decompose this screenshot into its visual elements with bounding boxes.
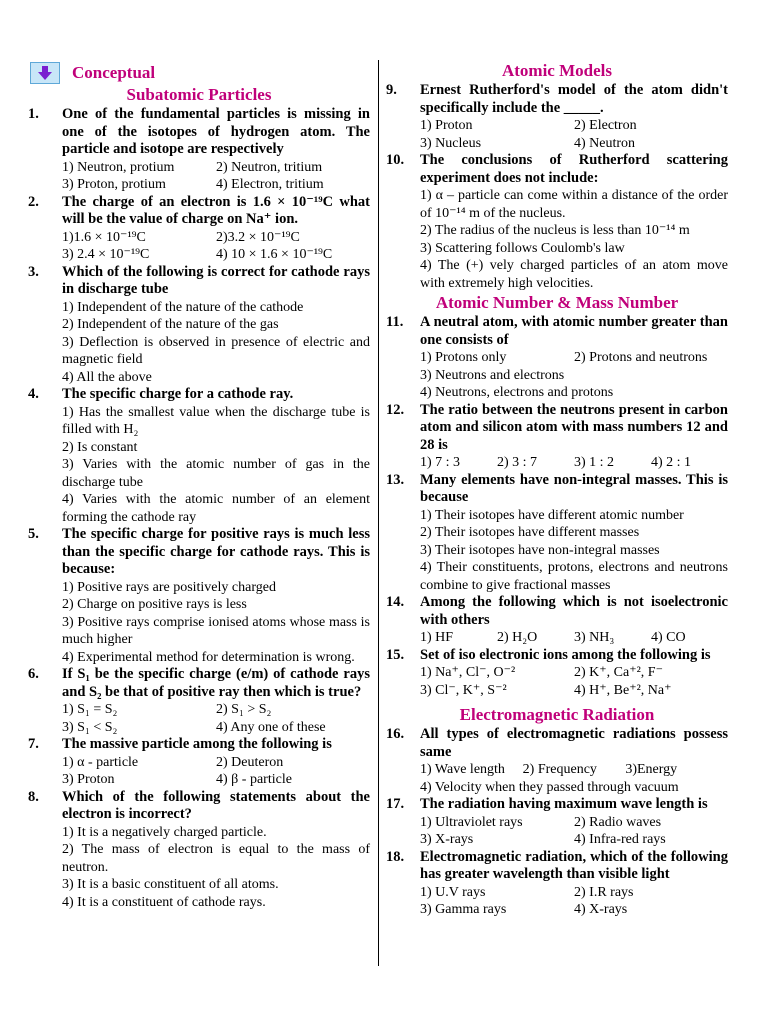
options [420,664,728,699]
question-number: 6. [28,666,39,682]
option: 3) 1 : 2 [574,455,615,470]
question-stem [28,736,370,754]
question [386,82,728,152]
option: 3) Gamma rays [420,902,507,917]
question-stem [386,472,728,507]
option: 3) Cl⁻, K⁺, S⁻² [420,682,507,698]
question-text: One of the fundamental particles is missing in one of the isotopes of hydrogen atom. The particle and isotope are respectively [62,106,370,157]
section-title-em-radiation: Electromagnetic Radiation [459,705,655,724]
question-text: The specific charge for a cathode ray. [62,386,294,402]
options [420,761,728,796]
option: 4) Neutrons, electrons and protons [420,385,614,400]
options [62,701,370,736]
options [420,454,728,472]
question-text: Many elements have non-integral masses. This is because [420,471,728,505]
question-text: The conclusions of Rutherford scattering experiment does not include: [420,152,728,186]
question-number: 4. [28,386,39,402]
option: 1) Protons only [420,350,507,365]
question-text: The massive particle among the following is [62,736,332,752]
options [62,579,370,667]
options [420,349,728,402]
question-stem [386,402,728,455]
option: 1) Neutron, protium [62,159,175,175]
question [28,264,370,387]
option: 1) S₁ = S₂ [62,702,118,717]
question-number: 9. [386,82,397,98]
options [62,299,370,387]
options [62,159,370,194]
option: 2) Deuteron [216,754,284,770]
right-column [386,60,728,919]
section-title-atomic-models: Atomic Models [501,61,612,80]
question-text: Which of the following statements about the electron is incorrect? [62,788,370,822]
option: 4) Any one of these [216,719,326,735]
question-list-em [386,726,728,919]
question-number: 11. [386,314,404,330]
question-stem [386,726,728,761]
question [386,152,728,292]
option: 3) Positive rays comprise ionised atoms whose mass is much higher [62,614,370,647]
question [386,402,728,472]
question-text: Ernest Rutherford's model of the atom didn't specifically include the _____. [420,82,728,116]
option: 1) Ultraviolet rays [420,814,523,830]
question-text: Set of iso electronic ions among the following is [420,646,711,663]
option: 2) Frequency [522,762,597,777]
option: 4) It is a constituent of cathode rays. [62,894,266,910]
question [386,314,728,402]
question-stem [386,82,728,117]
option: 1) Independent of the nature of the cathode [62,299,304,315]
question [28,666,370,736]
option: 2) 3 : 7 [497,455,538,470]
options [62,824,370,912]
option: 2) I.R rays [574,884,634,900]
question [28,386,370,526]
left-column [28,60,370,911]
question-stem [28,789,370,824]
question-number: 12. [386,401,405,418]
question [28,789,370,912]
option: 2) Radio waves [574,814,662,830]
option: 4) All the above [62,369,152,385]
question-text: If S₁ be the specific charge (e/m) of cathode rays and S₂ be that of positive ray then which is true? [62,666,370,700]
section-title-atomic-number: Atomic Number & Mass Number [435,293,679,312]
options [420,884,728,919]
option: 3) Deflection is observed in presence of electric and magnetic field [62,334,370,367]
question-stem [28,526,370,579]
question [386,647,728,700]
option: 3) Scattering follows Coulomb's law [420,240,625,256]
option: 1) Proton [420,118,473,133]
question [28,106,370,194]
options [62,404,370,527]
option: 2) Independent of the nature of the gas [62,317,279,332]
question [386,594,728,647]
option: 4) Neutron [574,135,636,151]
option: 4) Electron, tritium [216,177,324,192]
option: 4) H⁺, Be⁺², Na⁺ [574,682,672,698]
question-number: 17. [386,796,405,812]
options [420,187,728,292]
question-number: 2. [28,193,39,210]
question-text: A neutral atom, with atomic number greater than one consists of [420,314,728,348]
option: 3) Varies with the atomic number of gas in the discharge tube [62,457,370,490]
options [420,814,728,849]
question-stem [386,796,728,814]
option: 4) Infra-red rays [574,832,666,847]
options [62,754,370,789]
question [28,526,370,666]
option: 1) Positive rays are positively charged [62,579,276,595]
column-divider [378,60,379,966]
option: 2) Their isotopes have different masses [420,525,640,540]
question [28,736,370,789]
question-stem [28,386,370,404]
question-text: Among the following which is not isoelectronic with others [420,594,728,628]
option: 1) α - particle [62,754,139,770]
option: 3) Proton, protium [62,177,166,192]
options [420,507,728,595]
option: 2) Protons and neutrons [574,350,708,365]
conceptual-header [30,62,370,84]
question-number: 18. [386,848,405,865]
option: 3) NH₃ [574,630,615,645]
question-text: Electromagnetic radiation, which of the following has greater wavelength than visible light [420,848,728,882]
question-list-left [28,106,370,911]
option: 4) CO [651,630,686,645]
question-text: The ratio between the neutrons present in carbon atom and silicon atom with mass numbers 12 and 28 is [420,401,728,453]
question-number: 8. [28,788,39,805]
option: 3) X-rays [420,832,474,847]
question [386,849,728,919]
option: 1) HF [420,630,454,645]
option: 2) H₂O [497,630,538,645]
question-text: All types of electromagnetic radiations possess same [420,726,728,760]
question-list-models [386,82,728,292]
question-stem [28,106,370,159]
option: 1) Na⁺, Cl⁻, O⁻² [420,665,516,680]
option: 3) 2.4 × 10⁻¹⁹C [62,247,150,262]
option: 4) X-rays [574,902,628,917]
question-number: 7. [28,736,39,752]
option: 2) The mass of electron is equal to the mass of neutron. [62,842,370,875]
option: 1) It is a negatively charged particle. [62,824,267,840]
question [28,194,370,264]
option: 4) The (+) vely charged particles of an atom move with extremely high velocities. [420,258,728,291]
question-stem [386,849,728,884]
option: 1)1.6 × 10⁻¹⁹C [62,229,146,245]
question-stem [28,666,370,701]
option: 1) α – particle can come within a distance of the order of 10⁻¹⁴ m of the nucleus. [420,188,728,221]
section-title-subatomic: Subatomic Particles [126,85,272,104]
question-number: 16. [386,726,405,742]
option: 4) 2 : 1 [651,455,692,470]
question-stem [386,647,728,665]
option: 4) Varies with the atomic number of an element forming the cathode ray [62,492,370,525]
option: 1) Wave length [420,762,505,777]
conceptual-label: Conceptual [72,63,156,82]
question-stem [28,264,370,299]
option: 2) Electron [574,118,637,133]
question-stem [28,194,370,229]
question-number: 3. [28,263,39,280]
question-text: The radiation having maximum wave length is [420,796,708,812]
options [420,629,728,647]
question-number: 15. [386,646,405,663]
option: 1) 7 : 3 [420,455,461,470]
question-text: Which of the following is correct for cathode rays in discharge tube [62,263,370,297]
option: 4) Their constituents, protons, electrons and neutrons combine to give fractional masses [420,560,728,593]
question-number: 5. [28,526,39,542]
option: 2) K⁺, Ca⁺², F⁻ [574,665,663,680]
option: 2) Neutron, tritium [216,159,323,175]
options [62,229,370,264]
option: 2) S₁ > S₂ [216,702,272,717]
option: 4) β - particle [216,772,292,787]
question-number: 10. [386,152,405,168]
option: 4) Experimental method for determination is wrong. [62,649,355,665]
option: 3) Their isotopes have non-integral masses [420,542,660,558]
option: 3)Energy [625,762,678,777]
option: 3) S₁ < S₂ [62,719,118,735]
question [386,726,728,796]
question [386,472,728,595]
question-text: The specific charge for positive rays is much less than the specific charge for cathode rays. This is because: [62,526,370,577]
option: 3) Proton [62,772,115,787]
option: 1) Their isotopes have different atomic number [420,507,684,523]
option: 4) 10 × 1.6 × 10⁻¹⁹C [216,247,333,262]
option: 3) It is a basic constituent of all atoms. [62,877,279,892]
question-list-number [386,314,728,699]
option: 2) The radius of the nucleus is less than 10⁻¹⁴ m [420,223,690,238]
question-stem [386,594,728,629]
option: 1) U.V rays [420,884,486,900]
question-stem [386,152,728,187]
options [420,117,728,152]
question [386,796,728,849]
option: 2) Charge on positive rays is less [62,597,247,612]
question-number: 14. [386,594,405,610]
option: 1) Has the smallest value when the discharge tube is filled with H₂ [62,404,370,437]
question-number: 13. [386,471,405,488]
option: 2)3.2 × 10⁻¹⁹C [216,229,300,245]
option: 2) Is constant [62,439,138,455]
down-arrow-icon [30,62,60,84]
question-text: The charge of an electron is 1.6 × 10⁻¹⁹C what will be the value of charge on Na⁺ ion. [62,193,370,227]
question-number: 1. [28,106,39,122]
option: 3) Nucleus [420,135,482,151]
option: 3) Neutrons and electrons [420,367,565,383]
option: 4) Velocity when they passed through vacuum [420,779,679,795]
question-stem [386,314,728,349]
